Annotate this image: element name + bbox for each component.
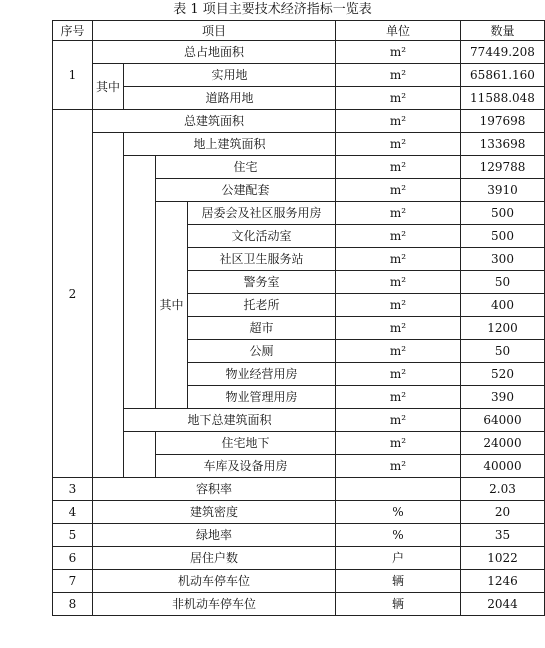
item-cell: 物业经营用房 xyxy=(188,363,336,386)
unit-cell: m² xyxy=(336,248,461,271)
item-cell: 托老所 xyxy=(188,294,336,317)
qty-cell: 500 xyxy=(461,202,545,225)
unit-cell: 辆 xyxy=(336,593,461,616)
item-cell: 居委会及社区服务用房 xyxy=(188,202,336,225)
item-cell: 地下总建筑面积 xyxy=(124,409,336,432)
unit-cell: m² xyxy=(336,317,461,340)
header-row xyxy=(53,21,545,41)
item-cell: 非机动车停车位 xyxy=(93,593,336,616)
item-cell: 道路用地 xyxy=(124,87,336,110)
unit-cell: m² xyxy=(336,363,461,386)
table-row xyxy=(53,64,545,87)
unit-cell: m² xyxy=(336,202,461,225)
header-unit: 单位 xyxy=(336,21,461,41)
unit-cell: m² xyxy=(336,225,461,248)
item-cell: 公建配套 xyxy=(156,179,336,202)
row-number: 4 xyxy=(53,501,93,524)
unit-cell: % xyxy=(336,524,461,547)
item-cell: 机动车停车位 xyxy=(93,570,336,593)
unit-cell: m² xyxy=(336,432,461,455)
table-caption: 表 1 项目主要技术经济指标一览表 xyxy=(173,2,372,17)
unit-cell: m² xyxy=(336,64,461,87)
item-cell: 住宅地下 xyxy=(156,432,336,455)
header-no: 序号 xyxy=(53,21,93,41)
row-number: 3 xyxy=(53,478,93,501)
qty-cell: 1200 xyxy=(461,317,545,340)
qty-cell: 2.03 xyxy=(461,478,545,501)
qty-cell: 65861.160 xyxy=(461,64,545,87)
qty-cell: 129788 xyxy=(461,156,545,179)
indent-cell xyxy=(124,156,156,409)
item-cell: 公厕 xyxy=(188,340,336,363)
qty-cell: 300 xyxy=(461,248,545,271)
row-number: 6 xyxy=(53,547,93,570)
qty-cell: 35 xyxy=(461,524,545,547)
row-number: 5 xyxy=(53,524,93,547)
qty-cell: 1246 xyxy=(461,570,545,593)
unit-cell: % xyxy=(336,501,461,524)
qty-cell: 50 xyxy=(461,340,545,363)
item-cell: 车库及设备用房 xyxy=(156,455,336,478)
qty-cell: 64000 xyxy=(461,409,545,432)
table-row xyxy=(53,478,545,501)
unit-cell: m² xyxy=(336,409,461,432)
item-cell: 超市 xyxy=(188,317,336,340)
unit-cell: m² xyxy=(336,340,461,363)
qty-cell: 2044 xyxy=(461,593,545,616)
qty-cell: 390 xyxy=(461,386,545,409)
table-row xyxy=(53,110,545,133)
sub-label: 其中 xyxy=(93,64,124,110)
unit-cell: m² xyxy=(336,294,461,317)
qty-cell: 20 xyxy=(461,501,545,524)
item-cell: 地上建筑面积 xyxy=(124,133,336,156)
item-cell: 实用地 xyxy=(124,64,336,87)
item-cell: 总建筑面积 xyxy=(93,110,336,133)
header-item: 项目 xyxy=(93,21,336,41)
table-row xyxy=(53,547,545,570)
item-cell: 绿地率 xyxy=(93,524,336,547)
qty-cell: 197698 xyxy=(461,110,545,133)
qty-cell: 400 xyxy=(461,294,545,317)
table-row xyxy=(53,133,545,156)
qty-cell: 500 xyxy=(461,225,545,248)
item-cell: 居住户数 xyxy=(93,547,336,570)
unit-cell: m² xyxy=(336,133,461,156)
item-cell: 住宅 xyxy=(156,156,336,179)
item-cell: 建筑密度 xyxy=(93,501,336,524)
header-qty: 数量 xyxy=(461,21,545,41)
table-row xyxy=(53,41,545,64)
table-row xyxy=(53,570,545,593)
row-number: 8 xyxy=(53,593,93,616)
unit-cell: m² xyxy=(336,41,461,64)
item-cell: 警务室 xyxy=(188,271,336,294)
row-number: 7 xyxy=(53,570,93,593)
qty-cell: 40000 xyxy=(461,455,545,478)
table-row xyxy=(53,409,545,432)
unit-cell: m² xyxy=(336,87,461,110)
indicator-table xyxy=(52,20,545,616)
indent-cell xyxy=(93,133,124,478)
unit-cell: m² xyxy=(336,110,461,133)
qty-cell: 3910 xyxy=(461,179,545,202)
table-row xyxy=(53,501,545,524)
table-row xyxy=(53,432,545,455)
qty-cell: 1022 xyxy=(461,547,545,570)
row-number: 2 xyxy=(53,110,93,478)
unit-cell: 户 xyxy=(336,547,461,570)
qty-cell: 11588.048 xyxy=(461,87,545,110)
unit-cell: m² xyxy=(336,455,461,478)
item-cell: 社区卫生服务站 xyxy=(188,248,336,271)
qty-cell: 24000 xyxy=(461,432,545,455)
qty-cell: 50 xyxy=(461,271,545,294)
sub-label: 其中 xyxy=(156,202,188,409)
item-cell: 容积率 xyxy=(93,478,336,501)
row-number: 1 xyxy=(53,41,93,110)
qty-cell: 133698 xyxy=(461,133,545,156)
item-cell: 总占地面积 xyxy=(93,41,336,64)
qty-cell: 520 xyxy=(461,363,545,386)
table-row xyxy=(53,87,545,110)
unit-cell xyxy=(336,478,461,501)
item-cell: 物业管理用房 xyxy=(188,386,336,409)
unit-cell: m² xyxy=(336,179,461,202)
qty-cell: 77449.208 xyxy=(461,41,545,64)
table-row xyxy=(53,593,545,616)
unit-cell: 辆 xyxy=(336,570,461,593)
item-cell: 文化活动室 xyxy=(188,225,336,248)
unit-cell: m² xyxy=(336,156,461,179)
indent-cell xyxy=(124,432,156,478)
table-row xyxy=(53,156,545,179)
unit-cell: m² xyxy=(336,386,461,409)
table-row xyxy=(53,524,545,547)
unit-cell: m² xyxy=(336,271,461,294)
